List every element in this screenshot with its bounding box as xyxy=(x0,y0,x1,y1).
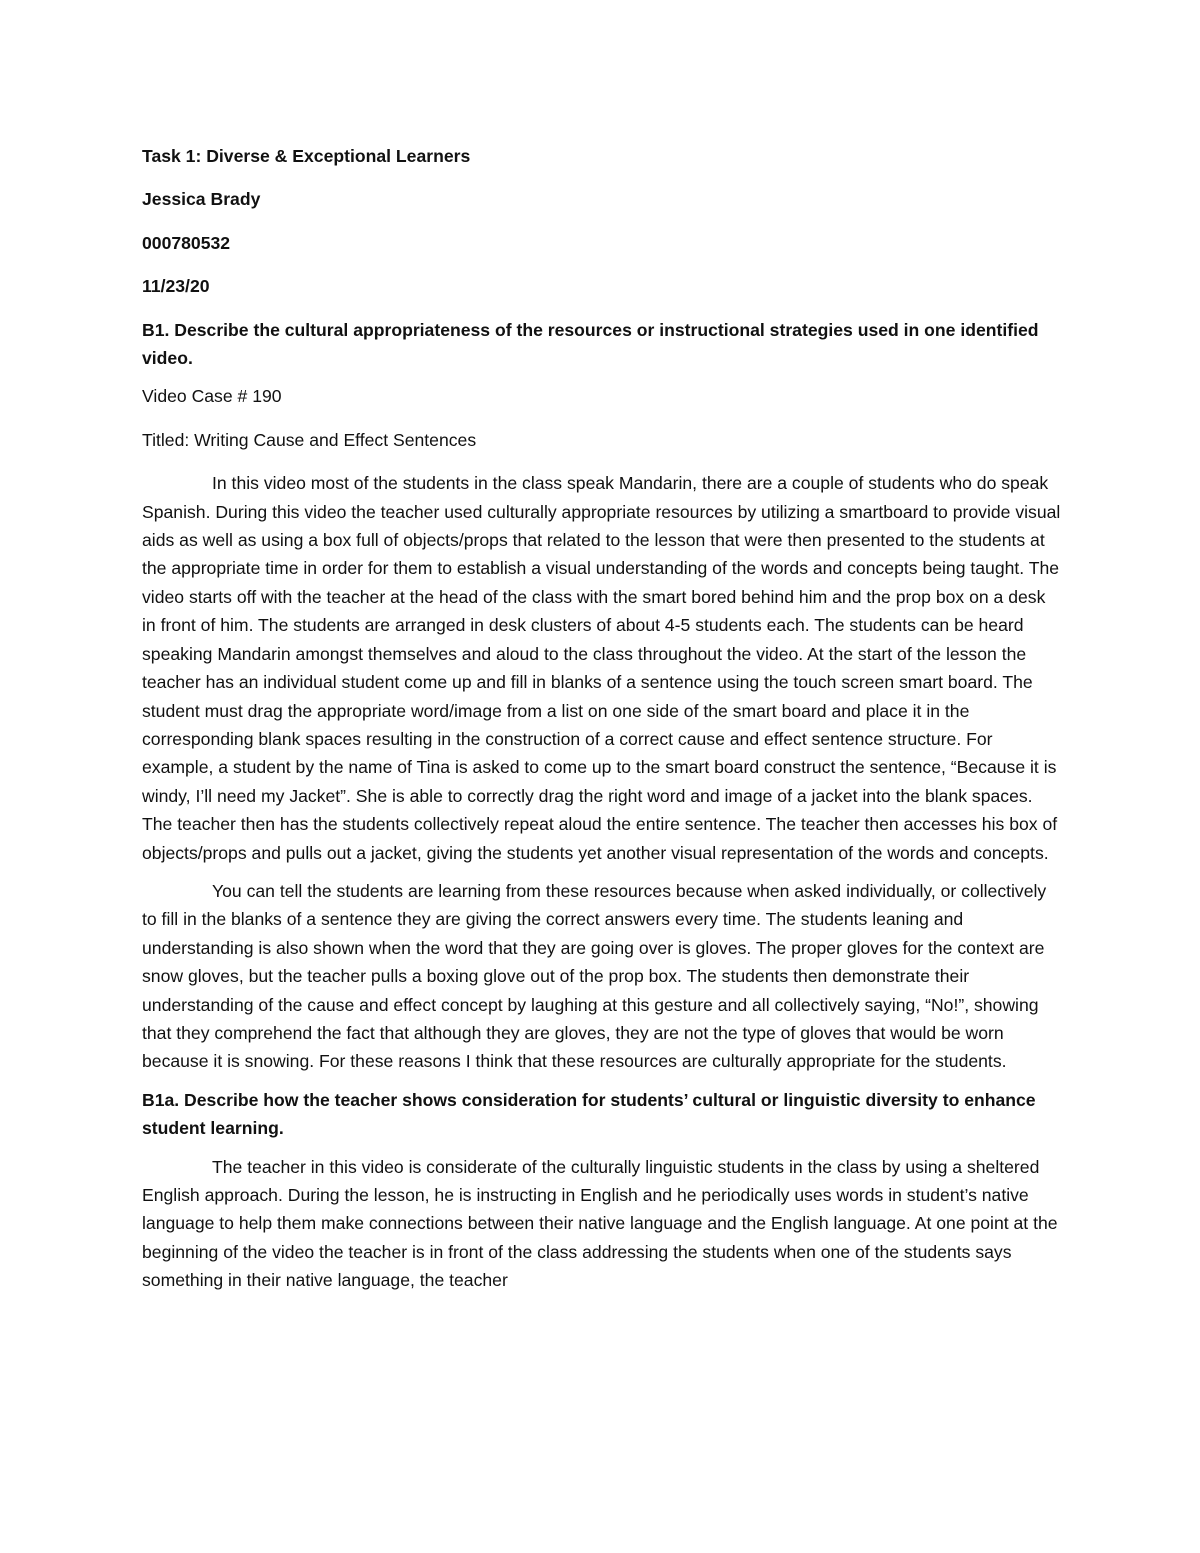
student-id: 000780532 xyxy=(142,232,231,253)
b1-paragraph-2: You can tell the students are learning from these resources because when asked individually, or collectively to fill in the blanks of a sentence they are giving the correct answers every time. The students leaning and understanding is also shown when the word that they are going over is gloves. The proper gloves for the context are snow gloves, but the teacher pulls a boxing glove out of the prop box. The students then demonstrate their understanding of the cause and effect concept by laughing at this gesture and all collectively saying, “No!”, showing that they comprehend the fact that although they are gloves, they are not the type of gloves that would be worn because it is snowing. For these reasons I think that these resources are culturally appropriate for the students. xyxy=(142,880,1047,1072)
question-b1a: B1a. Describe how the teacher shows consideration for students’ cultural or linguistic diversity to enhance student learning. xyxy=(142,1089,1036,1139)
task-title: Task 1: Diverse & Exceptional Learners xyxy=(142,146,471,166)
b1a-paragraph-1: The teacher in this video is considerate of the culturally linguistic students in the class by using a sheltered English approach. During the lesson, he is instructing in English and he periodically uses words in student’s native language to help them make connections between their native language and the English language. At one point at the beginning of the video the teacher is in front of the class addressing the students when one of the students says something in their native language, the teacher xyxy=(142,1156,1058,1291)
author-name: Jessica Brady xyxy=(142,189,261,210)
question-b1: B1. Describe the cultural appropriateness of the resources or instructional strategies used in one identified video. xyxy=(142,319,1039,369)
video-case-number: Video Case # 190 xyxy=(142,386,282,407)
document-page xyxy=(142,142,1062,1305)
b1-paragraph-1: In this video most of the students in the class speak Mandarin, there are a couple of students who do speak Spanish. During this video the teacher used culturally appropriate resources by utilizing a smartboard to provide visual aids as well as using a box full of objects/props that related to the lesson that were then presented to the students at the appropriate time in order for them to establish a visual understanding of the words and concepts being taught. The video starts off with the teacher at the head of the class with the smart bored behind him and the prop box on a desk in front of him. The students are arranged in desk clusters of about 4-5 students each. The students can be heard speaking Mandarin amongst themselves and aloud to the class throughout the video. At the start of the lesson the teacher has an individual student come up and fill in blanks of a sentence using the touch screen smart board. The student must drag the appropriate word/image from a list on one side of the smart board and place it in the corresponding blank spaces resulting in the construction of a correct cause and effect sentence structure. For example, a student by the name of Tina is asked to come up to the smart board construct the sentence, “Because it is windy, I’ll need my Jacket”. She is able to correctly drag the right word and image of a jacket into the blank spaces. The teacher then has the students collectively repeat aloud the entire sentence. The teacher then accesses his box of objects/props and pulls out a jacket, giving the students yet another visual representation of the words and concepts. xyxy=(142,473,1061,863)
video-title: Titled: Writing Cause and Effect Sentences xyxy=(142,429,477,450)
document-date: 11/23/20 xyxy=(142,276,210,297)
